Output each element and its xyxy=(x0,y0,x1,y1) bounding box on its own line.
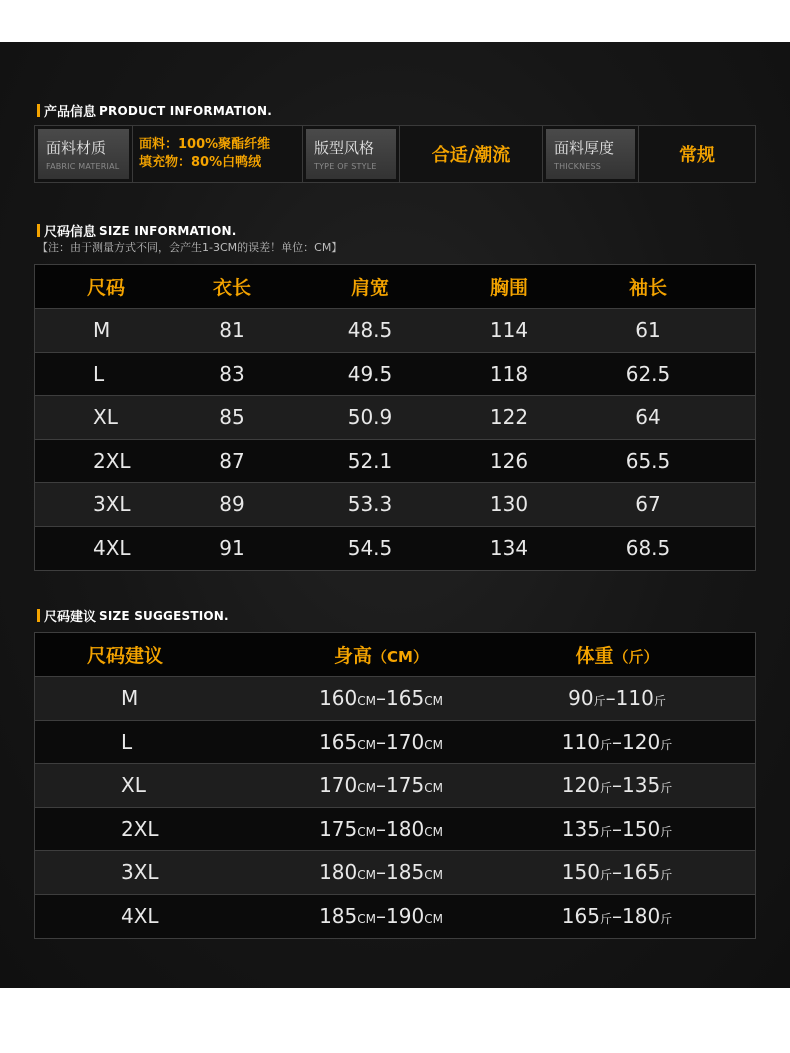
size-info-header-row xyxy=(35,265,755,309)
cell-chest: 130 xyxy=(489,492,529,517)
cell-suggested-size: 4XL xyxy=(121,904,159,929)
cell-length: 83 xyxy=(219,361,245,386)
size-info-row xyxy=(35,353,755,397)
size-suggestion-title xyxy=(37,606,229,625)
cell-weight-range xyxy=(499,730,735,754)
cell-weight-range xyxy=(499,773,735,797)
range-dash: – xyxy=(376,904,386,929)
cell-sleeve: 65.5 xyxy=(625,448,671,473)
range-dash: – xyxy=(612,860,622,885)
style-value: 合适/潮流 xyxy=(431,145,511,166)
header-sleeve: 袖长 xyxy=(628,277,667,299)
cell-size: 2XL xyxy=(93,448,131,473)
size-suggestion-title-cn: 尺码建议 xyxy=(44,610,97,625)
range-max: 135 xyxy=(622,773,661,798)
range-min: 180 xyxy=(319,860,358,885)
cell-shoulder: 53.3 xyxy=(347,492,393,517)
size-suggestion-header-row xyxy=(35,633,755,677)
range-dash: – xyxy=(612,904,622,929)
header-height-unit: （CM） xyxy=(372,648,428,666)
cell-chest: 126 xyxy=(489,448,529,473)
range-unit: CM xyxy=(357,694,376,709)
style-label-cell xyxy=(303,126,400,182)
range-unit: 斤 xyxy=(599,824,612,839)
product-info-title xyxy=(37,101,272,120)
range-max: 110 xyxy=(615,686,654,711)
header-weight-unit: （斤） xyxy=(613,648,659,666)
header-suggested-size: 尺码建议 xyxy=(87,645,164,667)
cell-height-range xyxy=(263,730,499,754)
range-max: 120 xyxy=(622,729,661,754)
cell-chest: 114 xyxy=(489,318,529,343)
cell-shoulder: 50.9 xyxy=(347,405,393,430)
cell-shoulder: 54.5 xyxy=(347,536,393,561)
cell-size: L xyxy=(93,361,105,386)
range-dash: – xyxy=(605,686,616,711)
range-min: 165 xyxy=(561,904,600,929)
cell-sleeve: 67 xyxy=(635,492,661,517)
fabric-label-en: FABRIC MATERIAL xyxy=(46,162,120,171)
range-unit: 斤 xyxy=(599,868,612,883)
range-unit: CM xyxy=(424,781,443,796)
size-suggestion-row xyxy=(35,808,755,852)
thickness-label-cn: 面料厚度 xyxy=(554,139,615,157)
section-accent-bar xyxy=(37,224,40,237)
range-max: 180 xyxy=(622,904,661,929)
size-info-title-en: SIZE INFORMATION. xyxy=(99,223,237,238)
range-unit: 斤 xyxy=(660,868,673,883)
size-info-row xyxy=(35,309,755,353)
range-unit: CM xyxy=(424,824,443,839)
fabric-label-cn: 面料材质 xyxy=(46,139,107,157)
range-min: 170 xyxy=(319,773,358,798)
cell-suggested-size: 2XL xyxy=(121,816,159,841)
range-unit: 斤 xyxy=(660,781,673,796)
range-max: 175 xyxy=(386,773,425,798)
range-dash: – xyxy=(612,773,622,798)
cell-height-range xyxy=(263,686,499,710)
size-info-title xyxy=(37,221,237,240)
range-unit: CM xyxy=(357,737,376,752)
range-unit: CM xyxy=(424,912,443,927)
cell-height-range xyxy=(263,860,499,884)
size-info-row xyxy=(35,396,755,440)
cell-size: XL xyxy=(93,405,118,430)
range-dash: – xyxy=(376,860,386,885)
range-min: 135 xyxy=(561,816,600,841)
header-weight-label: 体重 xyxy=(575,645,614,667)
size-info-row xyxy=(35,440,755,484)
range-unit: 斤 xyxy=(599,737,612,752)
cell-weight-range xyxy=(499,686,735,710)
range-max: 150 xyxy=(622,816,661,841)
range-unit: 斤 xyxy=(593,694,606,709)
cell-sleeve: 64 xyxy=(635,405,661,430)
range-unit: 斤 xyxy=(660,824,673,839)
range-max: 165 xyxy=(622,860,661,885)
cell-chest: 122 xyxy=(489,405,529,430)
cell-weight-range xyxy=(499,860,735,884)
thickness-value: 常规 xyxy=(679,145,715,166)
cell-suggested-size: L xyxy=(121,729,133,754)
section-accent-bar xyxy=(37,104,40,117)
cell-height-range xyxy=(263,817,499,841)
style-label-cn: 版型风格 xyxy=(314,139,375,157)
cell-suggested-size: M xyxy=(121,686,139,711)
cell-length: 91 xyxy=(219,536,245,561)
size-info-title-cn: 尺码信息 xyxy=(44,225,97,240)
range-dash: – xyxy=(376,729,386,754)
range-unit: CM xyxy=(357,912,376,927)
cell-suggested-size: 3XL xyxy=(121,860,159,885)
cell-weight-range xyxy=(499,904,735,928)
thickness-label-cell xyxy=(543,126,639,182)
style-label-en: TYPE OF STYLE xyxy=(314,162,377,171)
cell-sleeve: 61 xyxy=(635,318,661,343)
fabric-label-cell xyxy=(35,126,133,182)
header-length: 衣长 xyxy=(212,277,251,299)
cell-shoulder: 52.1 xyxy=(347,448,393,473)
measurement-note: 【注：由于测量方式不同，会产生1-3CM的误差！单位：CM】 xyxy=(37,241,343,254)
product-info-row xyxy=(34,125,756,183)
size-suggestion-row xyxy=(35,721,755,765)
range-dash: – xyxy=(612,816,622,841)
size-suggestion-row xyxy=(35,895,755,939)
cell-height-range xyxy=(263,773,499,797)
range-dash: – xyxy=(376,773,386,798)
style-value-cell xyxy=(400,126,543,182)
range-max: 180 xyxy=(386,816,425,841)
product-info-title-en: PRODUCT INFORMATION. xyxy=(99,103,273,118)
cell-weight-range xyxy=(499,817,735,841)
range-unit: CM xyxy=(424,694,443,709)
section-accent-bar xyxy=(37,609,40,622)
range-min: 150 xyxy=(561,860,600,885)
cell-suggested-size: XL xyxy=(121,773,146,798)
range-unit: 斤 xyxy=(599,912,612,927)
cell-shoulder: 49.5 xyxy=(347,361,393,386)
cell-sleeve: 68.5 xyxy=(625,536,671,561)
range-unit: 斤 xyxy=(653,694,666,709)
range-min: 185 xyxy=(319,904,358,929)
fabric-value-1: 面料：100%聚酯纤维 xyxy=(139,137,271,152)
range-min: 165 xyxy=(319,729,358,754)
range-unit: 斤 xyxy=(599,781,612,796)
cell-size: 3XL xyxy=(93,492,131,517)
header-height-label: 身高 xyxy=(334,645,373,667)
cell-shoulder: 48.5 xyxy=(347,318,393,343)
header-chest: 胸围 xyxy=(489,277,528,299)
range-unit: CM xyxy=(357,781,376,796)
size-info-row xyxy=(35,527,755,571)
range-max: 185 xyxy=(386,860,425,885)
range-min: 110 xyxy=(561,729,600,754)
thickness-label-en: THICKNESS xyxy=(554,162,602,171)
range-dash: – xyxy=(376,686,386,711)
cell-sleeve: 62.5 xyxy=(625,361,671,386)
header-size: 尺码 xyxy=(87,277,126,299)
size-suggestion-title-en: SIZE SUGGESTION. xyxy=(99,608,229,623)
size-suggestion-row xyxy=(35,677,755,721)
cell-length: 85 xyxy=(219,405,245,430)
range-unit: CM xyxy=(357,824,376,839)
cell-size: M xyxy=(93,318,111,343)
cell-length: 81 xyxy=(219,318,245,343)
product-info-title-cn: 产品信息 xyxy=(44,105,97,120)
range-unit: 斤 xyxy=(660,912,673,927)
cell-length: 87 xyxy=(219,448,245,473)
range-dash: – xyxy=(612,729,622,754)
range-min: 160 xyxy=(319,686,358,711)
range-unit: CM xyxy=(424,737,443,752)
header-weight xyxy=(499,641,735,668)
range-min: 120 xyxy=(561,773,600,798)
range-max: 165 xyxy=(386,686,425,711)
size-info-row xyxy=(35,483,755,527)
cell-size: 4XL xyxy=(93,536,131,561)
size-suggestion-row xyxy=(35,764,755,808)
thickness-value-cell xyxy=(639,126,755,182)
cell-chest: 118 xyxy=(489,361,529,386)
range-min: 175 xyxy=(319,816,358,841)
range-dash: – xyxy=(376,816,386,841)
cell-height-range xyxy=(263,904,499,928)
header-shoulder: 肩宽 xyxy=(350,277,389,299)
cell-chest: 134 xyxy=(489,536,529,561)
range-unit: CM xyxy=(424,868,443,883)
range-min: 90 xyxy=(568,686,594,711)
fabric-value-cell xyxy=(133,126,303,182)
range-unit: CM xyxy=(357,868,376,883)
size-info-table xyxy=(34,264,756,571)
size-suggestion-row xyxy=(35,851,755,895)
cell-length: 89 xyxy=(219,492,245,517)
range-max: 190 xyxy=(386,904,425,929)
header-height xyxy=(263,641,499,668)
range-unit: 斤 xyxy=(660,737,673,752)
range-max: 170 xyxy=(386,729,425,754)
fabric-value-2: 填充物：80%白鸭绒 xyxy=(139,155,262,170)
size-suggestion-table xyxy=(34,632,756,939)
